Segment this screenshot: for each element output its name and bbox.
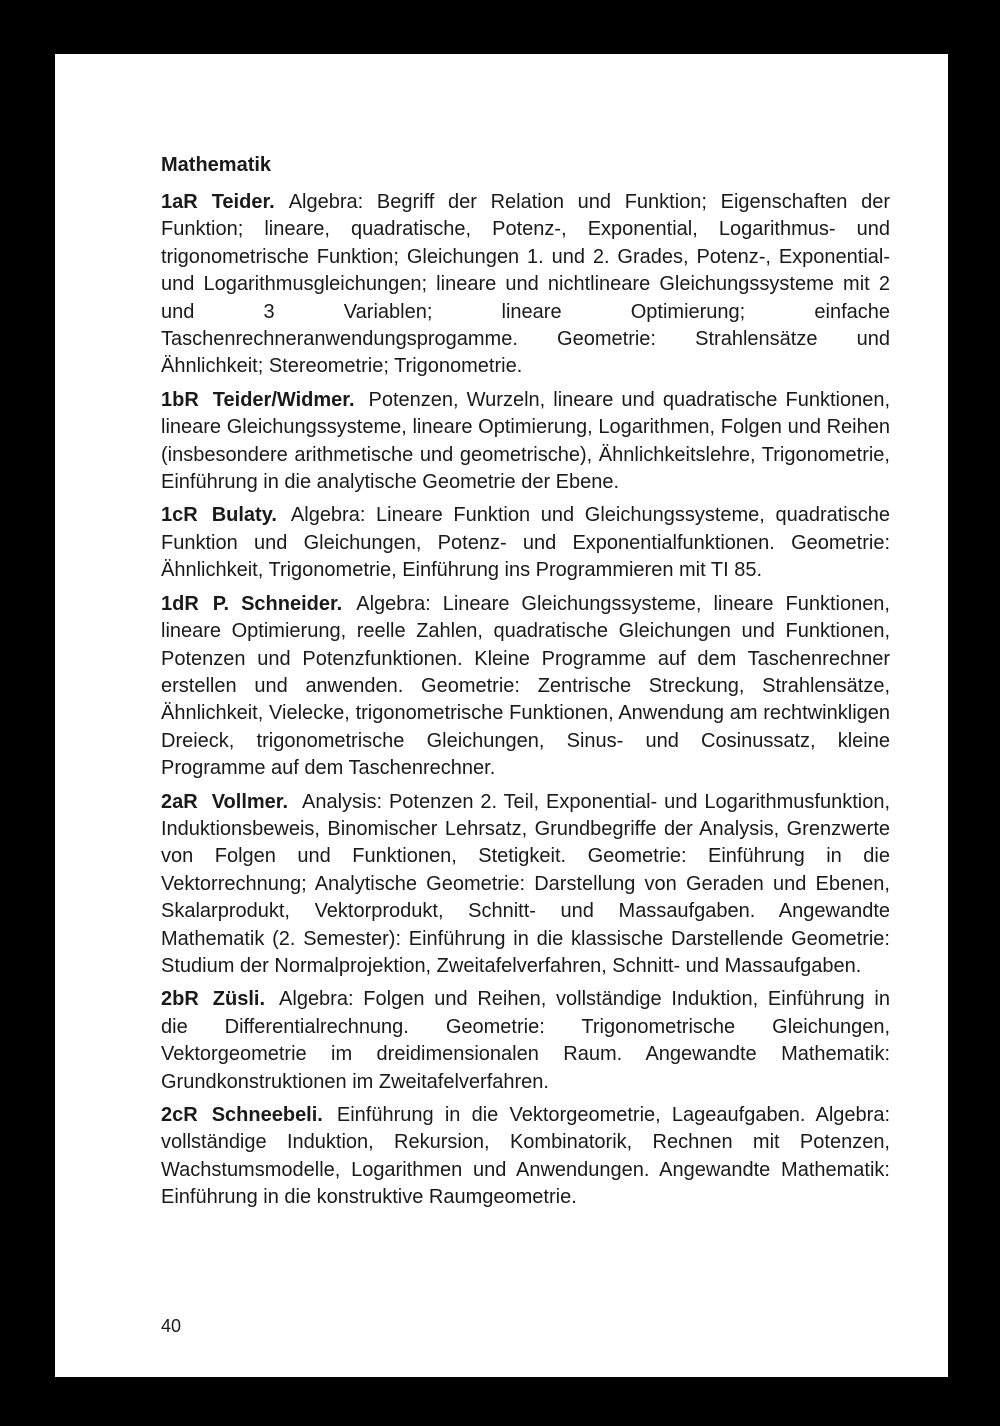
teacher-name: Vollmer. [211,790,289,813]
course-entry [161,591,890,783]
teacher-name: Teider. [211,191,275,213]
course-description: Einführung in die Vektorgeometrie, Lageaufgaben. Algebra: vollständige Induktion, Rekursion, Kombinatorik, Rechnen mit Potenzen, Wachstumsmodelle, Logarithmen und Anwendungen. Angewandte Mathematik: Einführung in die konstruktive Raumgeometrie. [161,1104,890,1209]
page-number: 40 [161,1316,182,1336]
course-description: Algebra: Lineare Gleichungssysteme, lineare Funktionen, lineare Optimierung, reelle Zahlen, quadratische Gleichungen und Funktionen, Potenzen und Potenzfunktionen. Kleine Programme auf dem Taschenrechner erstellen und anwenden. Geometrie: Zentrische Streckung, Strahlensätze, Ähnlichkeit, Vielecke, trigonometrische Funktionen, Anwendung am rechtwinkligen Dreieck, trigonometrische Gleichungen, Sinus- und Cosinussatz, kleine Programme auf dem Taschenrechner. [161,592,890,780]
class-code: 2bR [161,988,199,1011]
class-code: 1aR [161,191,198,213]
course-entry [161,502,890,584]
course-description: Algebra: Lineare Funktion und Gleichungssysteme, quadratische Funktion und Gleichungen, Potenz- und Exponentialfunktionen. Geometrie: Ähnlichkeit, Trigonometrie, Einführung ins Programmieren mit TI 85. [161,504,890,582]
class-code: 1dR [161,592,199,615]
class-code: 2cR [161,1104,198,1126]
course-description: Analysis: Potenzen 2. Teil, Exponential- und Logarithmusfunktion, Induktionsbeweis, Binomischer Lehrsatz, Grundbegriffe der Analysis, Grenzwerte von Folgen und Funktionen, Stetigkeit. Geometrie: Einführung in die Vektorrechnung; Analytische Geometrie: Darstellung von Geraden und Ebenen, Skalarprodukt, Vektorprodukt, Schnitt- und Massaufgaben. Angewandte Mathematik (2. Semester): Einführung in die klassische Darstellende Geometrie: Studium der Normalprojektion, Zweitafelverfahren, Schnitt- und Massaufgaben. [161,790,890,977]
teacher-name: Schneebeli. [211,1104,323,1126]
page-content [161,151,890,1218]
class-code: 2aR [161,790,198,813]
teacher-name: Bulaty. [211,504,277,527]
teacher-name: Teider/Widmer. [212,388,355,411]
course-entry [161,1102,890,1212]
course-entry [161,387,890,497]
course-entry [161,986,890,1096]
document-page [55,54,948,1377]
teacher-name: P. Schneider. [212,592,343,615]
teacher-name: Züsli. [212,988,266,1011]
course-description: Potenzen, Wurzeln, lineare und quadratische Funktionen, lineare Gleichungssysteme, lineare Optimierung, Logarithmen, Folgen und Reihen (insbesondere arithmetische und geometrische), Ähnlichkeitslehre, Trigonometrie, Einführung in die analytische Geometrie der Ebene. [161,388,890,494]
course-entry [161,789,890,981]
course-description: Algebra: Folgen und Reihen, vollständige Induktion, Einführung in die Differentialrechnung. Geometrie: Trigonometrische Gleichungen, Vektorgeometrie im dreidimensionalen Raum. Angewandte Mathematik: Grundkonstruktionen im Zweitafelverfahren. [161,988,890,1093]
course-entry [161,189,890,381]
class-code: 1cR [161,504,198,527]
section-heading: Mathematik [161,154,272,176]
class-code: 1bR [161,388,199,411]
course-description: Algebra: Begriff der Relation und Funktion; Eigenschaften der Funktion; lineare, quadratische, Potenz-, Exponential, Logarithmus- und trigonometrische Funktion; Gleichungen 1. und 2. Grades, Potenz-, Exponential- und Logarithmusgleichungen; lineare und nichtlineare Gleichungssysteme mit 2 und 3 Variablen; lineare Optimierung; einfache Taschenrechneranwendungsprogamme. Geometrie: Strahlensätze und Ähnlichkeit; Stereometrie; Trigonometrie. [161,191,890,378]
